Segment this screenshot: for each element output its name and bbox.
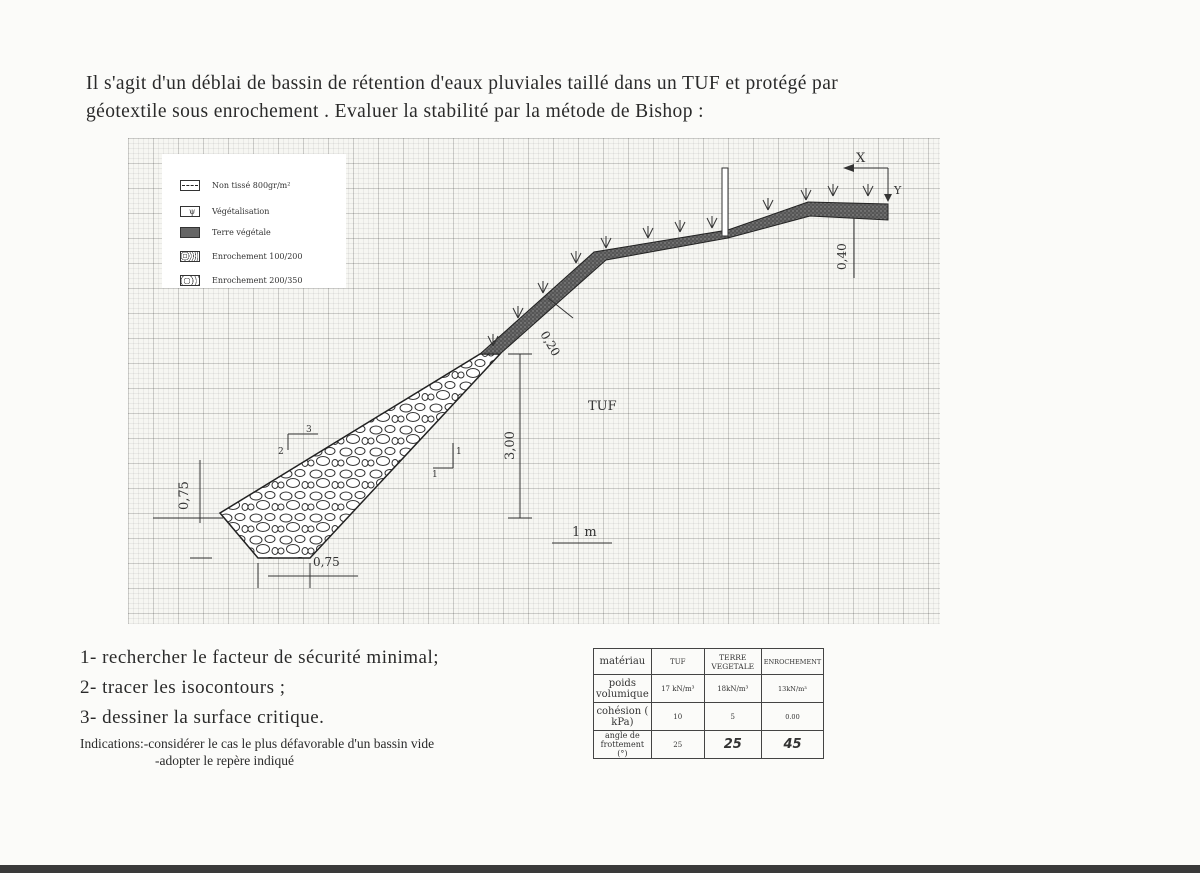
indication-line-2: -adopter le repère indiqué <box>155 753 295 768</box>
topsoil-crest <box>728 202 888 238</box>
label-slope-2: 2 <box>278 447 284 457</box>
intro-line-2: géotextile sous enrochement . Evaluer la stabilité par la métode de Bishop : <box>86 101 704 122</box>
axis-arrows <box>843 164 892 202</box>
label-dim-300: 3,00 <box>503 431 518 460</box>
table-header-row <box>594 649 824 675</box>
table-row <box>594 703 824 731</box>
legend-item <box>180 178 290 192</box>
row-label: angle de frottement (°) <box>594 731 652 759</box>
table-cell: 10 <box>651 703 704 731</box>
table-header: TERRE VEGETALE <box>704 649 761 675</box>
legend-label: Non tissé 800gr/m² <box>212 180 291 190</box>
table-cell-handwritten: 25 <box>704 731 761 759</box>
legend-item <box>180 249 302 263</box>
legend-item <box>180 273 302 287</box>
legend-item <box>180 204 269 218</box>
table-header: TUF <box>651 649 704 675</box>
dashed-line-icon <box>180 180 200 191</box>
topsoil-icon <box>180 227 200 238</box>
label-dim-020: 0,20 <box>537 328 563 359</box>
label-scale: 1 m <box>572 525 597 540</box>
intro-line-1: Il s'agit d'un déblai de bassin de rétention d'eaux pluviales taillé dans un TUF et protégé par <box>86 73 839 94</box>
row-label: poids volumique <box>594 675 652 703</box>
question-item: 2- tracer les isocontours ; <box>80 677 286 698</box>
label-dim-040: 0,40 <box>835 243 849 270</box>
table-cell: 18kN/m³ <box>704 675 761 703</box>
label-small-slope-1h: 1 <box>432 470 438 480</box>
table-cell: 5 <box>704 703 761 731</box>
legend-item <box>180 225 271 239</box>
label-axis-y: Y <box>894 184 902 197</box>
intro-text <box>86 70 1196 126</box>
label-slope-3: 3 <box>306 425 312 435</box>
row-label: cohésion ( kPa) <box>594 703 652 731</box>
riprap-large-icon <box>180 275 200 286</box>
indication-line-1: Indications:-considérer le cas le plus défavorable d'un bassin vide <box>80 736 435 751</box>
table-header: matériau <box>594 649 652 675</box>
label-axis-x: X <box>856 151 866 166</box>
cross-section-figure <box>128 138 940 624</box>
table-cell: 25 <box>651 731 704 759</box>
indications <box>80 735 434 769</box>
table-row <box>594 731 824 759</box>
label-small-slope-1v: 1 <box>456 447 462 457</box>
label-tuf: TUF <box>588 399 617 414</box>
table-row <box>594 675 824 703</box>
topsoil-slope <box>480 230 728 354</box>
label-dim-075-h: 0,75 <box>313 555 340 569</box>
question-item: 1- rechercher le facteur de sécurité minimal; <box>80 647 440 668</box>
legend-label: Végétalisation <box>212 206 270 216</box>
question-item: 3- dessiner la surface critique. <box>80 707 325 728</box>
label-dim-075-v: 0,75 <box>177 481 192 510</box>
legend-label: Enrochement 200/350 <box>212 275 303 285</box>
table-cell-handwritten: 45 <box>761 731 823 759</box>
table-header: ENROCHEMENT <box>761 649 823 675</box>
table-cell: 17 kN/m³ <box>651 675 704 703</box>
material-properties-table <box>593 648 824 759</box>
table-cell: 0.00 <box>761 703 823 731</box>
vegetation-icon: ψ <box>180 206 200 217</box>
legend-label: Terre végétale <box>212 227 271 237</box>
scan-edge <box>0 865 1200 873</box>
fence-post <box>722 168 728 236</box>
question-list <box>80 643 439 733</box>
legend-label: Enrochement 100/200 <box>212 251 303 261</box>
riprap-small-icon <box>180 251 200 262</box>
table-cell: 13kN/m³ <box>761 675 823 703</box>
legend <box>162 154 346 288</box>
